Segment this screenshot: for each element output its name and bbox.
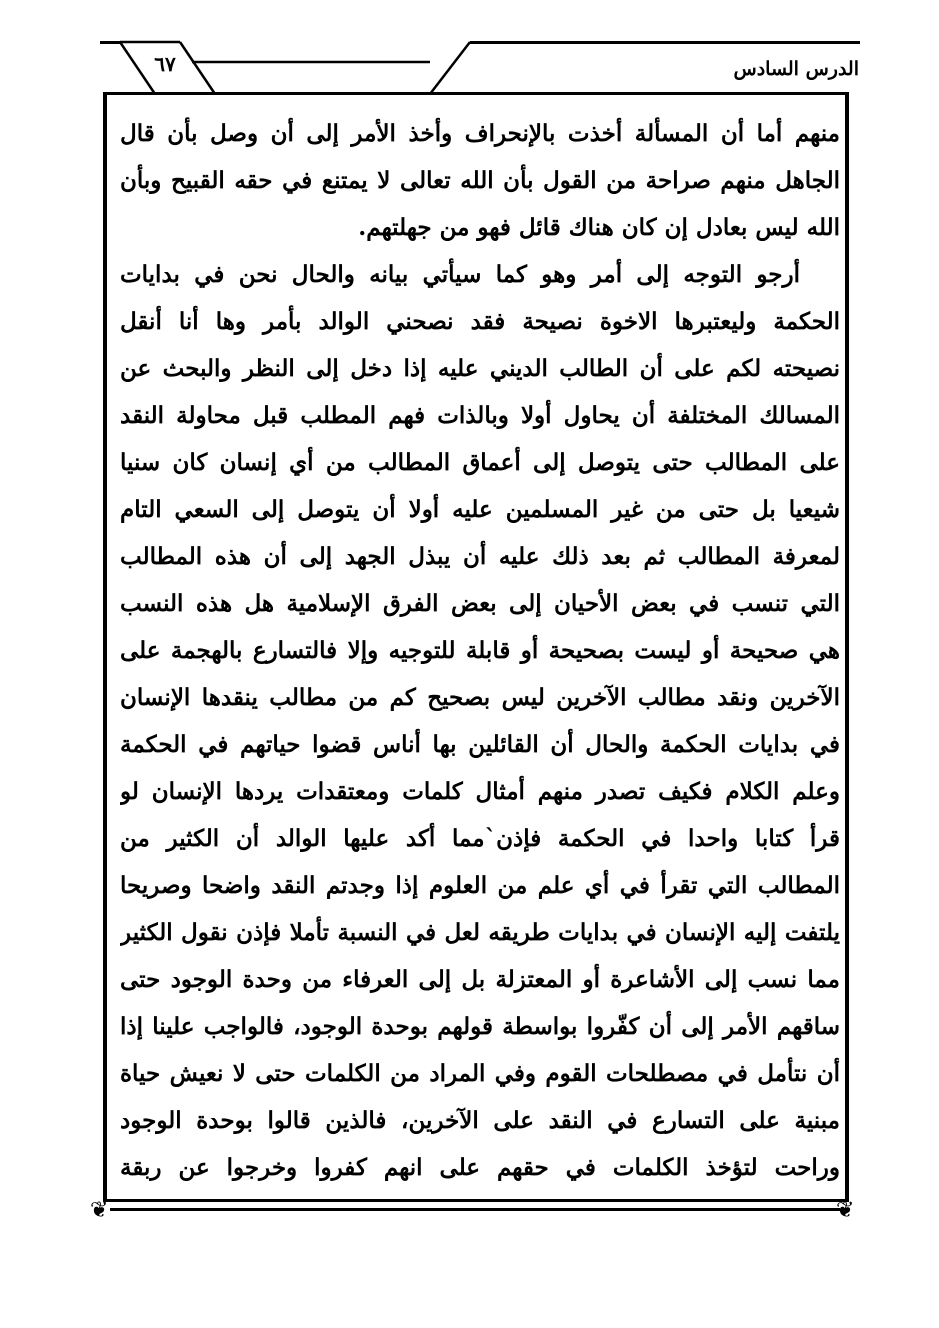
text-line: منهم أما أن المسألة أخذت بالإنحراف وأخذ الأمر إلى أن وصل بأن قال <box>120 120 840 147</box>
text-line: أرجو التوجه إلى أمر وهو كما سيأتي بيانه والحال نحن في بدايات <box>120 261 800 288</box>
text-line: هي صحيحة أو ليست بصحيحة أو قابلة للتوجيه وإلا فالتسارع بالهجمة على <box>120 637 840 664</box>
body-text <box>120 110 840 1191</box>
page-number: ٦٧ <box>154 52 176 76</box>
frame-bottom-rule <box>110 1208 840 1211</box>
text-line: وعلم الكلام فكيف تصدر منهم أمثال كلمات ومعتقدات يردها الإنسان لو <box>120 778 840 805</box>
text-line: الآخرين ونقد مطالب الآخرين ليس بصحيح كم من مطالب ينقدها الإنسان <box>120 684 840 711</box>
text-line: الجاهل منهم صراحة من القول بأن الله تعالى لا يمتنع في حقه القبيح وبأن <box>120 167 840 194</box>
text-line: الله ليس بعادل إن كان هناك قائل فهو من جهلتهم. <box>358 214 840 241</box>
corner-ornament-icon: ❦ <box>90 1198 109 1223</box>
text-line: لمعرفة المطالب ثم بعد ذلك عليه أن يبذل الجهد إلى أن هذه المطالب <box>120 543 840 570</box>
text-line: المسالك المختلفة أن يحاول أولا وبالذات فهم المطلب قبل محاولة النقد <box>120 402 840 429</box>
text-line: مبنية على التسارع في النقد على الآخرين، فالذين قالوا بوحدة الوجود <box>120 1107 840 1134</box>
text-line: في بدايات الحكمة والحال أن القائلين بها أناس قضوا حياتهم في الحكمة <box>120 731 840 758</box>
text-line: المطالب التي تقرأ في أي علم من العلوم إذا وجدتم النقد واضحا وصريحا <box>120 872 840 899</box>
text-line: الحكمة وليعتبرها الاخوة نصيحة فقد نصحني الوالد بأمر وها أنا أنقل <box>120 308 840 335</box>
text-line: وراحت لتؤخذ الكلمات في حقهم على انهم كفروا وخرجوا عن ربقة <box>120 1154 840 1181</box>
corner-ornament-icon: ❦ <box>836 1198 855 1223</box>
text-line: ساقهم الأمر إلى أن كفّروا بواسطة قولهم بوحدة الوجود، فالواجب علينا إذا <box>120 1013 840 1040</box>
text-line: التي تنسب في بعض الأحيان إلى بعض الفرق الإسلامية هل هذه النسب <box>120 590 840 617</box>
text-line: مما نسب إلى الأشاعرة أو المعتزلة بل إلى العرفاء من وحدة الوجود حتى <box>120 966 840 993</box>
running-title: الدرس السادس <box>733 58 859 80</box>
text-line: أن نتأمل في مصطلحات القوم وفي المراد من الكلمات حتى لا نعيش حياة <box>120 1060 840 1087</box>
text-line: نصيحته لكم على أن الطالب الديني عليه إذا دخل إلى النظر والبحث عن <box>120 355 840 382</box>
text-line: قرأ كتابا واحدا في الحكمة فإذن`مما أكد عليها الوالد أن الكثير من <box>120 825 840 852</box>
text-line: يلتفت إليه الإنسان في بدايات طريقه لعل في النسبة تأملا فإذن نقول الكثير <box>120 919 840 946</box>
text-line: على المطالب حتى يتوصل إلى أعماق المطالب من أي إنسان كان سنيا <box>120 449 840 476</box>
header-top-rule <box>470 41 860 44</box>
text-line: شيعيا بل حتى من غير المسلمين عليه أولا أن يتوصل إلى السعي التام <box>120 496 840 523</box>
